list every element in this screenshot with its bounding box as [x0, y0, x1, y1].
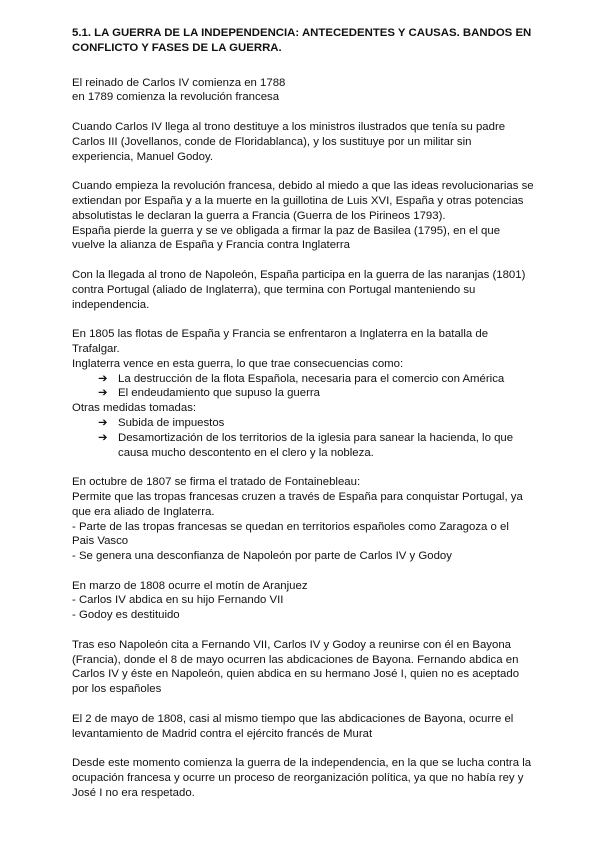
consequences-list [72, 372, 534, 402]
paragraph: Inglaterra vence en esta guerra, lo que trae consecuencias como: [72, 357, 404, 370]
paragraph: En octubre de 1807 se firma el tratado de Fontainebleau: [72, 476, 361, 489]
paragraph: En 1805 las flotas de España y Francia se enfrentaron a Inglaterra en la batalla de Trafalgar. [72, 328, 489, 355]
paragraph: El reinado de Carlos IV comienza en 1788 [72, 76, 286, 89]
list-item [98, 386, 534, 401]
arrow-icon: ➔ [98, 372, 108, 385]
paragraph: Permite que las tropas francesas cruzen a través de España para conquistar Portugal, ya que era aliado de Inglaterra. [72, 490, 523, 518]
paragraph: Desde este momento comienza la guerra de la independencia, en la que se lucha contra la ocupación francesa y ocurre un proceso de reorganización política, ya que no había rey y José I no era respetado. [72, 757, 532, 799]
paragraph: En marzo de 1808 ocurre el motín de Aranjuez [72, 579, 308, 592]
paragraph: en 1789 comienza la revolución francesa [72, 91, 280, 104]
paragraph: - Godoy es destituido [72, 609, 180, 622]
section-title: 5.1. LA GUERRA DE LA INDEPENDENCIA: ANTECEDENTES Y CAUSAS. BANDOS EN CONFLICTO Y FASES DE LA GUERRA. [72, 27, 532, 54]
arrow-icon: ➔ [98, 416, 108, 429]
paragraph: Con la llegada al trono de Napoleón, España participa en la guerra de las naranjas (1801) contra Portugal (aliado de Inglaterra), que termina con Portugal manteniendo su independencia. [72, 268, 526, 311]
document-body [72, 26, 534, 801]
paragraph: - Carlos IV abdica en su hijo Fernando VII [72, 594, 284, 607]
paragraph: Cuando Carlos IV llega al trono destituye a los ministros ilustrados que tenía su padre Carlos III (Jovellanos, conde de Floridablanca), y los sustituye por un militar sin experiencia, Manuel Godoy. [72, 120, 506, 163]
list-item [98, 416, 534, 431]
paragraph: - Se genera una desconfianza de Napoleón por parte de Carlos IV y Godoy [72, 550, 452, 563]
paragraph: - Parte de las tropas francesas se quedan en territorios españoles como Zaragoza o el Pais Vasco [72, 520, 509, 548]
paragraph: El 2 de mayo de 1808, casi al mismo tiempo que las abdicaciones de Bayona, ocurre el levantamiento de Madrid contra el ejército francés de Murat [72, 712, 514, 740]
list-item [98, 372, 534, 387]
measures-list [72, 416, 534, 460]
paragraph: Tras eso Napoleón cita a Fernando VII, Carlos IV y Godoy a reunirse con él en Bayona (Francia), donde el 8 de mayo ocurren las abdicaciones de Bayona. Fernando abdica en Carlos IV y éste en Napoleón, quien abdica en su hermano José I, quien no es aceptado por los españoles [72, 638, 520, 696]
arrow-icon: ➔ [98, 431, 108, 444]
paragraph: Otras medidas tomadas: [72, 402, 197, 415]
list-item-text: Desamortización de los territorios de la iglesia para sanear la hacienda, lo que causa mucho descontento en el clero y la nobleza. [118, 431, 514, 459]
list-item-text: Subida de impuestos [118, 416, 225, 429]
paragraph: España pierde la guerra y se ve obligada a firmar la paz de Basilea (1795), en el que vuelve la alianza de España y Francia contra Inglaterra [72, 224, 501, 252]
arrow-icon: ➔ [98, 387, 108, 400]
list-item-text: La destrucción de la flota Española, necesaria para el comercio con América [118, 372, 505, 385]
list-item [98, 431, 534, 461]
paragraph: Cuando empieza la revolución francesa, debido al miedo a que las ideas revolucionarias se extiendan por España y a la muerte en la guillotina de Luis XVI, España y otras potencias absolutistas le declaran la guerra a Francia (Guerra de los Pirineos 1793). [72, 180, 534, 222]
list-item-text: El endeudamiento que supuso la guerra [118, 387, 321, 400]
